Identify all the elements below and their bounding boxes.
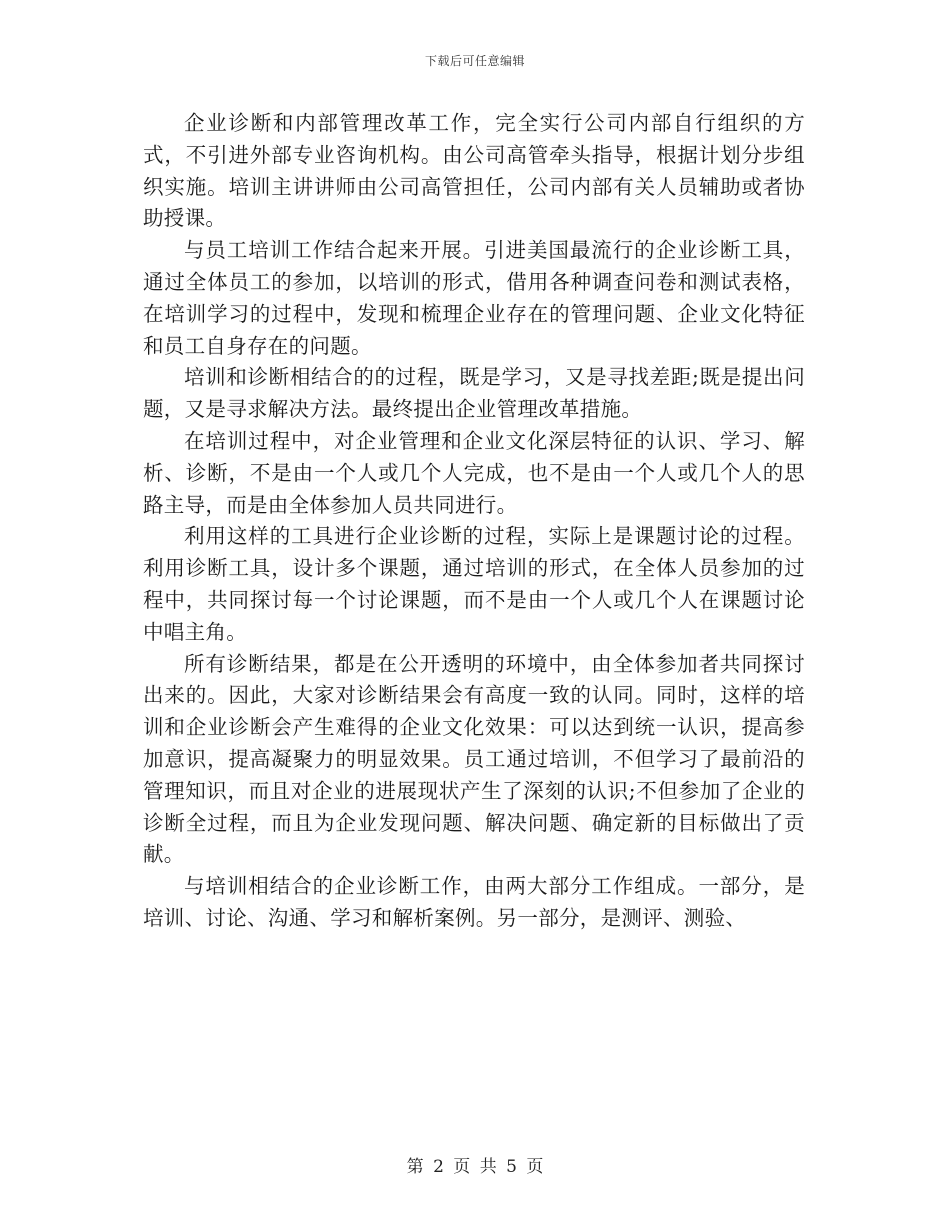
page-number: 第 2 页 共 5 页	[406, 1157, 544, 1177]
paragraph-2: 与员工培训工作结合起来开展。引进美国最流行的企业诊断工具，通过全体员工的参加，以培训的形式，借用各种调查问卷和测试表格，在培训学习的过程中，发现和梳理企业存在的管理问题、企业文化特征和员工自身存在的问题。	[143, 238, 805, 358]
paragraph-6: 所有诊断结果，都是在公开透明的环境中，由全体参加者共同探讨出来的。因此，大家对诊断结果会有高度一致的认同。同时，这样的培训和企业诊断会产生难得的企业文化效果：可以达到统一认识，提高参加意识，提高凝聚力的明显效果。员工通过培训，不但学习了最前沿的管理知识，而且对企业的进展现状产生了深刻的认识;不但参加了企业的诊断全过程，而且为企业发现问题、解决问题、确定新的目标做出了贡献。	[143, 651, 805, 867]
paragraph-1: 企业诊断和内部管理改革工作，完全实行公司内部自行组织的方式，不引进外部专业咨询机构。由公司高管牵头指导，根据计划分步组织实施。培训主讲讲师由公司高管担任，公司内部有关人员辅助或者协助授课。	[143, 111, 805, 231]
paragraph-3: 培训和诊断相结合的的过程，既是学习，又是寻找差距;既是提出问题，又是寻求解决方法。最终提出企业管理改革措施。	[143, 365, 805, 422]
document-body	[143, 108, 805, 935]
page-header-note: 下载后可任意编辑	[424, 54, 525, 68]
paragraph-5: 利用这样的工具进行企业诊断的过程，实际上是课题讨论的过程。利用诊断工具，设计多个课题，通过培训的形式，在全体人员参加的过程中，共同探讨每一个讨论课题，而不是由一个人或几个人在课题讨论中唱主角。	[143, 524, 805, 644]
paragraph-7: 与培训相结合的企业诊断工作，由两大部分工作组成。一部分，是培训、讨论、沟通、学习和解析案例。另一部分，是测评、测验、	[143, 874, 805, 930]
paragraph-4: 在培训过程中，对企业管理和企业文化深层特征的认识、学习、解析、诊断，不是由一个人或几个人完成，也不是由一个人或几个人的思路主导，而是由全体参加人员共同进行。	[143, 428, 805, 517]
